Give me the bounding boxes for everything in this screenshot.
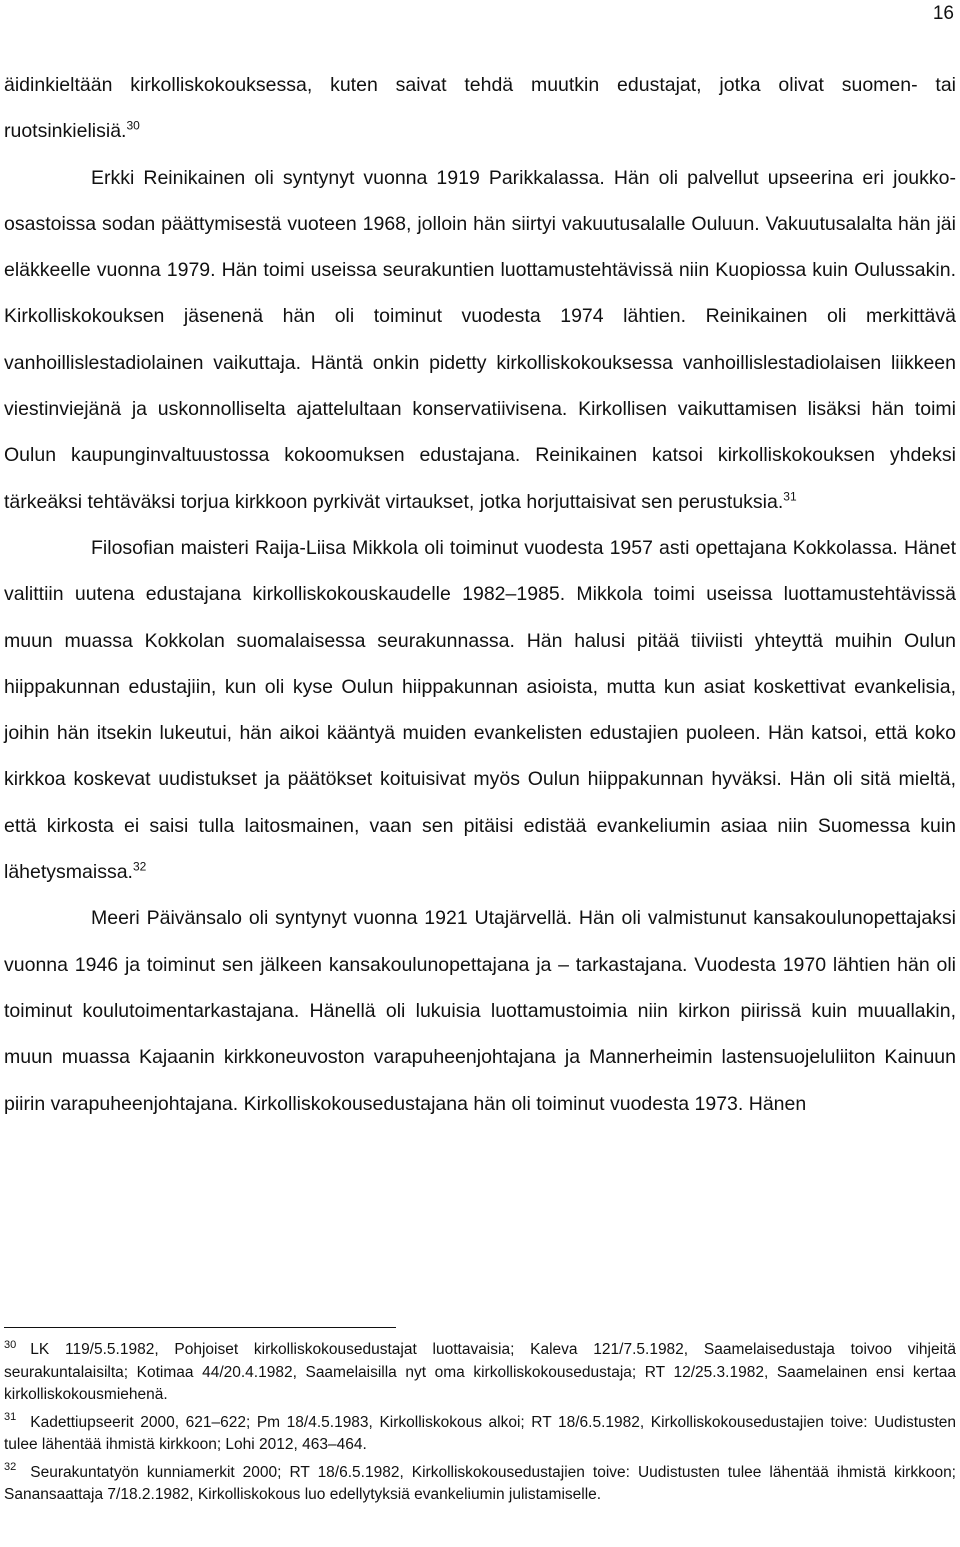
paragraph-text: Erkki Reinikainen oli syntynyt vuonna 1919 Parikkalassa. Hän oli palvellut upseerina eri joukko-osastoissa sodan päättymisestä vuoteen 1968, jolloin hän siirtyi vakuutusalalle Ouluun. Vakuutusalalta hän jäi eläkkeelle vuonna 1979. Hän toimi useissa seurakuntien luottamustehtävissä niin Kuopiossa kuin Oulussakin. Kirkolliskokouksen jäsenenä hän oli toiminut vuodesta 1974 lähtien. Reinikainen oli merkittävä vanhoillislestadiolainen vaikuttaja. Häntä onkin pidetty kirkolliskokouksessa vanhoillislestadiolaisen liikkeen viestinviejänä ja uskonnolliselta ajattelultaan konservatiivisena. Kirkollisen vaikuttamisen lisäksi hän toimi Oulun kaupunginvaltuustossa kokoomuksen edustajana. Reinikainen katsoi kirkolliskokouksen yhdeksi tärkeäksi tehtäväksi torjua kirkkoon pyrkivät virtaukset, jotka horjuttaisivat sen perustuksia. (4, 166, 956, 513)
footnote-number: 32 (4, 1461, 17, 1474)
page-number: 16 (932, 3, 954, 24)
paragraph-text: Filosofian maisteri Raija-Liisa Mikkola oli toiminut vuodesta 1957 asti opettajana Kokkolassa. Hänet valittiin uutena edustajana kirkolliskokouskaudelle 1982–1985. Mikkola toimi useissa luottamustehtävissä muun muassa Kokkolan suomalaisessa seurakunnassa. Hän halusi pitää tiiviisti yhteyttä muihin Oulun hiippakunnan edustajiin, kun oli kyse Oulun hiippakunnan asioista, mutta kun asiat koskettivat evankelisia, joihin hän itsekin lukeutui, hän aikoi kääntyä muiden evankelisten edustajien puoleen. Hän katsoi, että koko kirkkoa koskevat uudistukset ja päätökset koituisivat myös Oulun hiippakunnan hyväksi. Hän oli sitä mieltä, että kirkosta ei saisi tulla laitosmainen, vaan sen pitäisi edistää evankeliumin asiaa niin Suomessa kuin lähetysmaissa. (4, 536, 956, 884)
footnote-reference[interactable]: 31 (783, 489, 797, 504)
footnote (4, 1412, 956, 1457)
paragraph-text: äidinkieltään kirkolliskokouksessa, kuten saivat tehdä muutkin edustajat, jotka olivat suomen- tai ruotsinkielisiä. (4, 74, 956, 143)
paragraph (4, 895, 956, 1126)
paragraph-text: Meeri Päivänsalo oli syntynyt vuonna 1921 Utajärvellä. Hän oli valmistunut kansakoulunopettajaksi vuonna 1946 ja toiminut sen jälkeen kansakoulunopettajana ja – tarkastajana. Vuodesta 1970 lähtien hän oli toiminut koulutoimentarkastajana. Hänellä oli lukuisia luottamustoimia niin kirkon piirissä kuin muuallakin, muun muassa Kajaanin kirkkoneuvoston varapuheenjohtajana ja Mannerheimin lastensuojeluliiton Kainuun piirin varapuheenjohtajana. Kirkolliskokousedustajana hän oli toiminut vuodesta 1973. Hänen (4, 907, 956, 1115)
body-text (4, 62, 956, 1127)
footnote-number: 31 (4, 1411, 17, 1424)
footnote-text: LK 119/5.5.1982, Pohjoiset kirkolliskokousedustajat luottavaisia; Kaleva 121/7.5.1982, Saamelaisedustaja toivoo vihjeitä seurakuntalaisilta; Kotimaa 44/20.4.1982, Saamelaisilla nyt oma kirkolliskokousedustaja; RT 12/25.3.1982, Saamelainen ensi kertaa kirkolliskokousmiehenä. (4, 1341, 956, 1403)
paragraph (4, 155, 956, 525)
footnote (4, 1339, 956, 1407)
footnote-number: 30 (4, 1338, 17, 1351)
footnote-text: Seurakuntatyön kunniamerkit 2000; RT 18/6.5.1982, Kirkolliskokousedustajien toive: Uudistusten tulee lähentää ihmistä kirkkoon; Sanansaattaja 7/18.2.1982, Kirkolliskokous luo edellytyksiä evankeliumin julistamiselle. (4, 1463, 956, 1503)
paragraph (4, 62, 956, 155)
footnote (4, 1462, 956, 1507)
paragraph (4, 525, 956, 895)
footnote-text: Kadettiupseerit 2000, 621–622; Pm 18/4.5.1983, Kirkolliskokous alkoi; RT 18/6.5.1982, Kirkolliskokousedustajien toive: Uudistusten tulee lähentää ihmistä kirkkoon; Lohi 2012, 463–464. (4, 1413, 956, 1453)
footnote-reference[interactable]: 30 (126, 118, 140, 133)
footnote-reference[interactable]: 32 (132, 859, 147, 874)
footnotes (4, 1339, 956, 1512)
footnote-separator (4, 1327, 396, 1328)
